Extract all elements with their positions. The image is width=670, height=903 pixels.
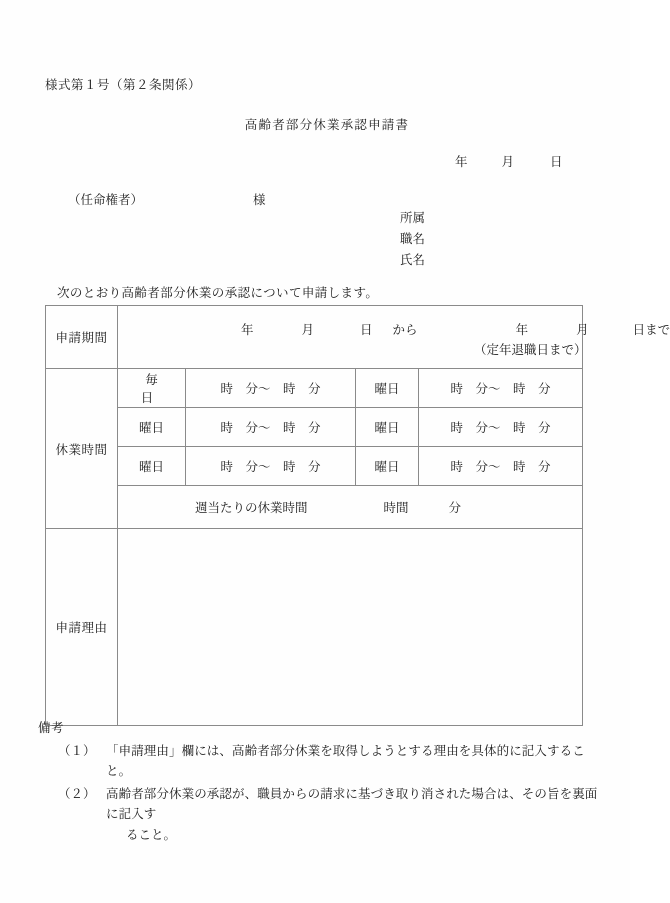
period-retirement-note: （定年退職日まで）: [474, 343, 587, 357]
hours-row-2-right-time[interactable]: [419, 408, 583, 447]
note-item-1-number: （１）: [58, 744, 96, 758]
note-item-1: [38, 741, 598, 781]
table-row-reason: [46, 529, 583, 726]
hours-row-1-left-time[interactable]: [186, 369, 356, 408]
hours-row-2-left-day[interactable]: [118, 408, 186, 447]
hours-row-1-right-time-text: 時 分〜 時 分: [450, 382, 551, 396]
hours-label: 休業時間: [46, 369, 118, 529]
signer-position-label: 職名: [400, 232, 426, 246]
notes-section: [38, 718, 598, 845]
hours-row-3-right-day[interactable]: [356, 447, 419, 486]
period-from-label: から: [392, 323, 418, 337]
date-month-label: 月: [501, 155, 515, 169]
period-label: 申請期間: [46, 306, 118, 369]
intro-sentence: 次のとおり高齢者部分休業の承認について申請します。: [57, 286, 379, 300]
hours-row-2-right-day-text: 曜日: [374, 421, 400, 435]
weekly-total-hours-unit: 時間: [383, 501, 409, 515]
hours-row-2-left-time-text: 時 分〜 時 分: [220, 421, 321, 435]
note-item-2-text: 高齢者部分休業の承認が、職員からの請求に基づき取り消された場合は、その旨を裏面に記入す: [106, 787, 598, 821]
table-row-hours-3: [46, 447, 583, 486]
note-item-2-continuation: ること。: [126, 828, 177, 842]
period-end-day: 日まで: [632, 323, 670, 337]
weekly-total-label: 週当たりの休業時間: [194, 501, 308, 515]
addressee-line: [68, 190, 266, 208]
hours-row-3-right-time-text: 時 分〜 時 分: [450, 460, 551, 474]
hours-row-2-right-day[interactable]: [356, 408, 419, 447]
hours-row-3-left-day-text: 曜日: [138, 460, 164, 474]
hours-row-1-right-time[interactable]: [419, 369, 583, 408]
hours-row-3-left-time[interactable]: [186, 447, 356, 486]
period-range-line: [118, 320, 670, 338]
signer-affiliation-label: 所属: [400, 211, 426, 225]
period-start-month: 月: [301, 323, 315, 337]
note-item-2: [38, 784, 598, 824]
date-day-label: 日: [550, 155, 563, 169]
hours-row-1-left-day[interactable]: [118, 369, 189, 408]
addressee-role: （任命権者）: [68, 193, 144, 207]
reason-label: 申請理由: [46, 529, 118, 726]
hours-row-1-right-day[interactable]: [356, 369, 419, 408]
table-row-hours-2: [46, 408, 583, 447]
document-title: [0, 115, 630, 133]
hours-row-3-left-time-text: 時 分〜 時 分: [220, 460, 321, 474]
period-start-year: 年: [241, 323, 254, 337]
table-row-weekly-total: [46, 486, 583, 529]
document-title-text: 高齢者部分休業承認申請書: [244, 118, 410, 132]
note-item-1-text: 「申請理由」欄には、高齢者部分休業を取得しようとする理由を具体的に記入すること。: [106, 744, 585, 778]
weekly-total-cell[interactable]: [118, 486, 583, 529]
reason-value-cell[interactable]: [118, 529, 583, 726]
hours-row-1-left-day-text: 毎 日: [140, 373, 189, 405]
period-start-day: 日: [360, 323, 373, 337]
note-item-2-number: （２）: [58, 787, 96, 801]
period-end-month: 月: [576, 323, 589, 337]
hours-row-3-right-time[interactable]: [419, 447, 583, 486]
date-year-label: 年: [455, 155, 468, 169]
signer-name-label: 氏名: [400, 253, 426, 267]
hours-row-3-right-day-text: 曜日: [374, 460, 400, 474]
weekly-total-minutes-unit: 分: [448, 501, 462, 515]
table-row-hours-1: [46, 369, 583, 408]
hours-row-2-left-day-text: 曜日: [138, 421, 164, 435]
hours-row-1-left-time-text: 時 分〜 時 分: [220, 382, 321, 396]
period-end-year: 年: [515, 323, 529, 337]
addressee-honorific: 様: [253, 193, 266, 207]
weekly-total-inner: [195, 498, 505, 516]
signer-block: [400, 208, 425, 271]
date-line: [455, 152, 563, 170]
application-form-table: [45, 305, 670, 726]
hours-row-1-right-day-text: 曜日: [374, 382, 400, 396]
hours-row-2-right-time-text: 時 分〜 時 分: [450, 421, 551, 435]
hours-row-2-left-time[interactable]: [186, 408, 356, 447]
notes-heading: 備考: [38, 721, 65, 735]
table-row-period: [46, 306, 583, 369]
hours-row-3-left-day[interactable]: [118, 447, 186, 486]
form-code: 様式第１号（第２条関係）: [45, 78, 202, 92]
period-value-cell[interactable]: [118, 306, 670, 369]
